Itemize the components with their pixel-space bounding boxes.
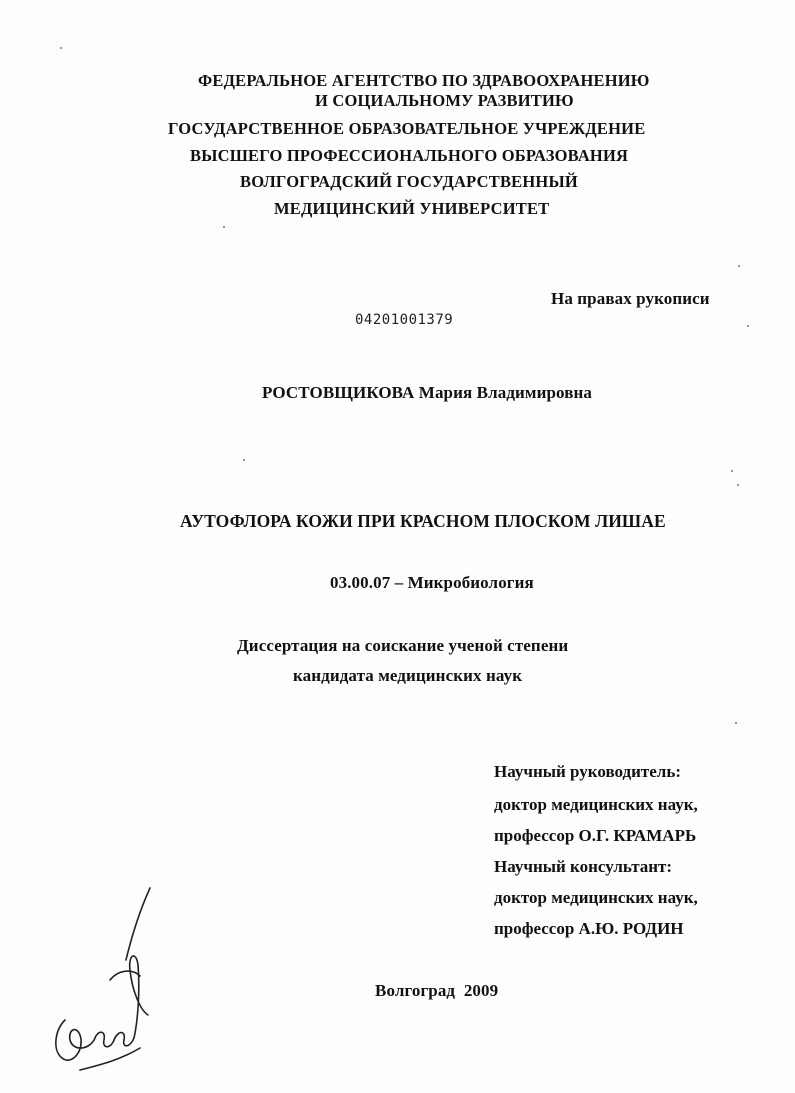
org-line-5: ВОЛГОГРАДСКИЙ ГОСУДАРСТВЕННЫЙ bbox=[240, 172, 578, 191]
scan-speck bbox=[738, 265, 740, 267]
org-line-4: ВЫСШЕГО ПРОФЕССИОНАЛЬНОГО ОБРАЗОВАНИЯ bbox=[190, 146, 629, 165]
degree-line-1: Диссертация на соискание ученой степени bbox=[237, 636, 569, 655]
supervisor-name: профессор О.Г. КРАМАРЬ bbox=[494, 826, 697, 845]
author-surname: РОСТОВЩИКОВА bbox=[262, 383, 415, 402]
consultant-name: профессор А.Ю. РОДИН bbox=[494, 919, 684, 938]
author-given-names: Мария Владимировна bbox=[418, 383, 592, 402]
scan-speck bbox=[735, 722, 737, 724]
dissertation-title: АУТОФЛОРА КОЖИ ПРИ КРАСНОМ ПЛОСКОМ ЛИШАЕ bbox=[180, 511, 666, 531]
specialty: 03.00.07 – Микробиология bbox=[330, 573, 534, 592]
catalog-number: 04201001379 bbox=[355, 312, 454, 328]
supervisor-degree: доктор медицинских наук, bbox=[494, 795, 698, 814]
scan-speck bbox=[747, 325, 749, 327]
supervisor-label: Научный руководитель: bbox=[494, 762, 681, 781]
scan-speck bbox=[731, 470, 733, 472]
city-year: Волгоград 2009 bbox=[375, 981, 499, 1000]
org-line-2: И СОЦИАЛЬНОМУ РАЗВИТИЮ bbox=[315, 91, 574, 110]
manuscript-note: На правах рукописи bbox=[551, 289, 710, 308]
scan-speck bbox=[223, 226, 225, 228]
org-line-1: ФЕДЕРАЛЬНОЕ АГЕНТСТВО ПО ЗДРАВООХРАНЕНИЮ bbox=[198, 71, 650, 90]
scan-speck bbox=[243, 459, 245, 461]
org-line-6: МЕДИЦИНСКИЙ УНИВЕРСИТЕТ bbox=[274, 199, 550, 218]
degree-line-2: кандидата медицинских наук bbox=[293, 666, 523, 685]
author-name bbox=[262, 383, 592, 403]
scan-speck bbox=[737, 484, 739, 486]
org-line-3: ГОСУДАРСТВЕННОЕ ОБРАЗОВАТЕЛЬНОЕ УЧРЕЖДЕНИЕ bbox=[168, 119, 646, 138]
consultant-degree: доктор медицинских наук, bbox=[494, 888, 698, 907]
consultant-label: Научный консультант: bbox=[494, 857, 673, 876]
signature-icon bbox=[40, 880, 180, 1080]
scan-speck bbox=[60, 47, 62, 49]
